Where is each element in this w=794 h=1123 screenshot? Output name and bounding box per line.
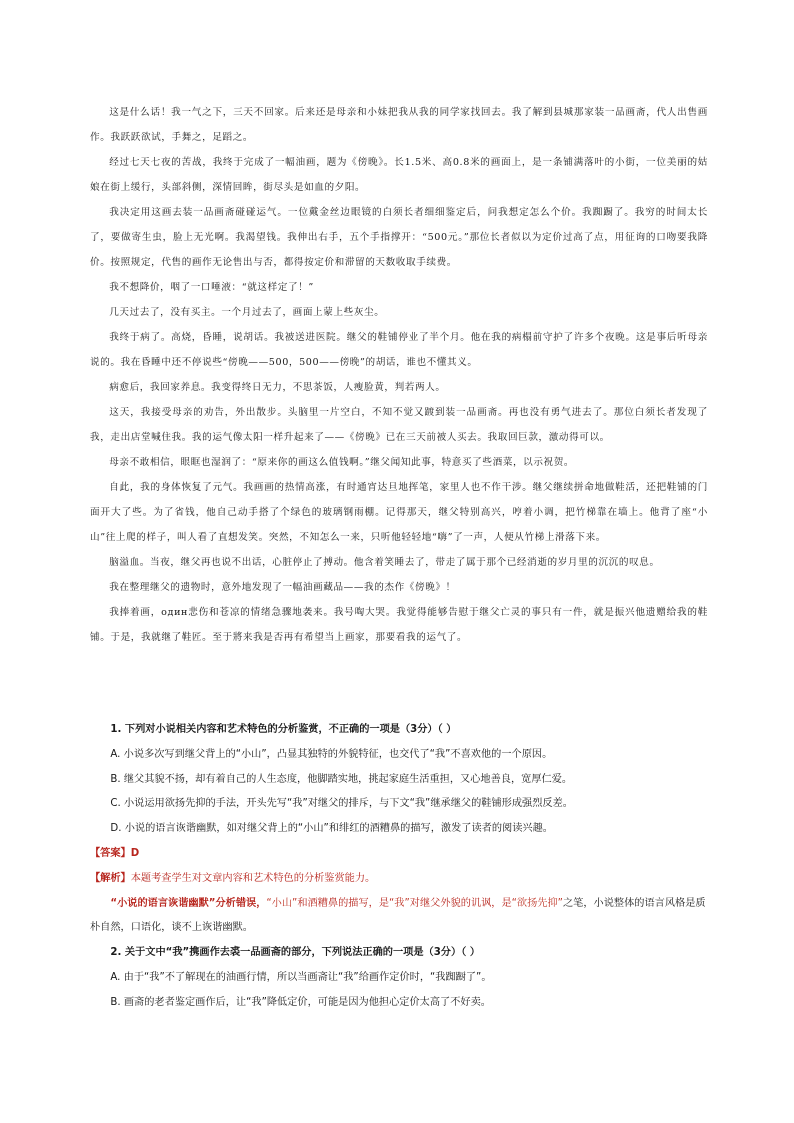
analysis-keyword: “欲扬先抑” [511, 897, 563, 909]
answer-line [90, 842, 708, 867]
question-2-option-b: B. 画斋的老者鉴定画作后，让“我”降低定价，可能是因为他担心定价太高了不好卖。 [110, 996, 491, 1008]
question-1-option-a: A. 小说多次写到继父背上的“小山”，凸显其独特的外貌特征，也交代了“我”不喜欢他的一个原因。 [110, 748, 553, 760]
story-paragraph: 我在整理继父的遗物时，意外地发现了一幅油画藏品——我的杰作《傍晚》！ [109, 582, 456, 593]
story-paragraph: 我捧着画，один悲伤和苍凉的情绪急骤地袭来。我号啕大哭。我觉得能够告慰于继父亡灵的事只有一件，就是振兴他遗赠给我的鞋铺。于是，我就继了鞋匠。至于將来我是否再有希望当上画家，那要看我的运气了。 [90, 607, 708, 643]
question-1-option-b: B. 继父其貌不扬，却有着自己的人生态度，他脚踏实地，挑起家庭生活重担，又心地善良，宽厚仁爱。 [110, 773, 573, 785]
answer-label: 【答案】 [90, 847, 131, 859]
story-text [90, 100, 708, 650]
questions-section [90, 718, 708, 1016]
story-paragraph: 几天过去了，没有买主。一个月过去了，画面上蒙上些灰尘。 [109, 307, 385, 318]
analysis-line [90, 867, 708, 892]
story-paragraph: 脑溢血。当夜，继父再也说不出话，心脏停止了搏动。他含着笑睡去了，带走了属于那个已经消逝的岁月里的沉沉的叹息。 [109, 557, 660, 568]
analysis-text: 本题考查学生对文章内容和艺术特色的分析鉴赏能力。 [130, 872, 376, 884]
story-paragraph: 经过七天七夜的苦战，我终于完成了一幅油画，题为《傍晚》。长1.5米、高0.8米的画面上，是一条铺满落叶的小街，一位美丽的姑娘在街上缓行，头部斜侧，深情回眸，街尽头是如血的夕阳。 [90, 157, 708, 193]
question-1-title: 1. 下列对小说相关内容和艺术特色的分析鉴赏，不正确的一项是（3分）（ ） [110, 724, 457, 735]
question-1-option-d: D. 小说的语言诙谐幽默，如对继父背上的“小山”和绯红的酒糟鼻的描写，激发了读者的阅读兴趣。 [110, 823, 553, 835]
analysis-segment: 对继父外貌的讥讽，是 [409, 897, 512, 909]
analysis-label: 【解析】 [90, 872, 131, 884]
question-2-option-a: A. 由于“我”不了解现在的油画行情，所以当画斋让“我”给画作定价时，“我踟蹰了”。 [110, 971, 492, 983]
analysis-detail [90, 892, 708, 942]
story-paragraph: 自此，我的身体恢复了元气。我画画的热情高涨，有时通宵达旦地挥笔，家里人也不作干涉。继父继续拼命地做鞋活，还把鞋铺的门面开大了些。为了省钱，他自己动手搭了个绿色的玻璃钢雨棚。记得那天，继父特别高兴，哼着小调，把竹梯靠在墙上。他背了座“小山”往上爬的样子，叫人看了直想发笑。突然，不知怎么一来，只听他轻轻地“嗨”了一声，人便从竹梯上滑落下来。 [90, 482, 708, 543]
analysis-error-phrase: “小说的语言诙谐幽默”分析错误， [110, 897, 267, 909]
analysis-segment: 之笔，小说整体的语言风格是质朴自然，口语化，谈不上诙谐幽默。 [90, 897, 706, 934]
story-paragraph: 这是什么话！我一气之下，三天不回家。后来还是母亲和小妹把我从我的同学家找回去。我了解到县城那家装一品画斋，代人出售画作。我跃跃欲试，手舞之，足蹈之。 [90, 107, 708, 143]
question-2-title: 2. 关于文中“我”携画作去裘一品画斋的部分，下列说法正确的一项是（3分）（ ） [110, 947, 481, 959]
story-paragraph: 我不想降价，咽了一口唾液：“就这样定了！” [109, 282, 314, 293]
question-1-option-c: C. 小说运用欲扬先抑的手法，开头先写“我”对继父的排斥，与下文“我”继承继父的鞋铺形成强烈反差。 [110, 798, 573, 810]
analysis-keyword: “小山” [266, 897, 298, 909]
analysis-keyword: “我” [389, 897, 410, 909]
story-paragraph: 病愈后，我回家养息。我变得终日无力，不思茶饭，人瘦脸黄，判若两人。 [109, 382, 446, 393]
story-paragraph: 我终于病了。高烧，昏睡，说胡话。我被送进医院。继父的鞋铺停业了半个月。他在我的病榻前守护了许多个夜晚。这是事后听母亲说的。我在昏睡中还不停说些“傍晚——500，500——傍晚”的胡话，谁也不懂其义。 [90, 332, 708, 368]
analysis-segment: 和酒糟鼻的描写，是 [297, 897, 390, 909]
story-paragraph: 这天，我接受母亲的劝告，外出散步。头脑里一片空白，不知不觉又踱到装一品画斋。再也没有勇气进去了。那位白须长者发现了我，走出店堂喊住我。我的运气像太阳一样升起来了——《傍晚》已在三天前被人买去。我取回巨款，激动得可以。 [90, 407, 708, 443]
story-paragraph: 我决定用这画去装一品画斋碰碰运气。一位戴金丝边眼镜的白须长者细细鉴定后，问我想定怎么个价。我踟蹰了。我穷的时间太长了，要做寄生虫，脸上无光啊。我渴望钱。我伸出右手，五个手指撑开：“500元。”那位长者似以为定价过高了点，用征询的口吻要我降价。按照规定，代售的画作无论售出与否，都得按定价和滞留的天数收取手续费。 [90, 207, 708, 268]
story-paragraph: 母亲不敢相信，眼眶也湿润了：“原来你的画这么值钱啊。”继父闻知此事，特意买了些酒菜，以示祝贺。 [109, 457, 575, 468]
answer-value: D [130, 847, 140, 859]
